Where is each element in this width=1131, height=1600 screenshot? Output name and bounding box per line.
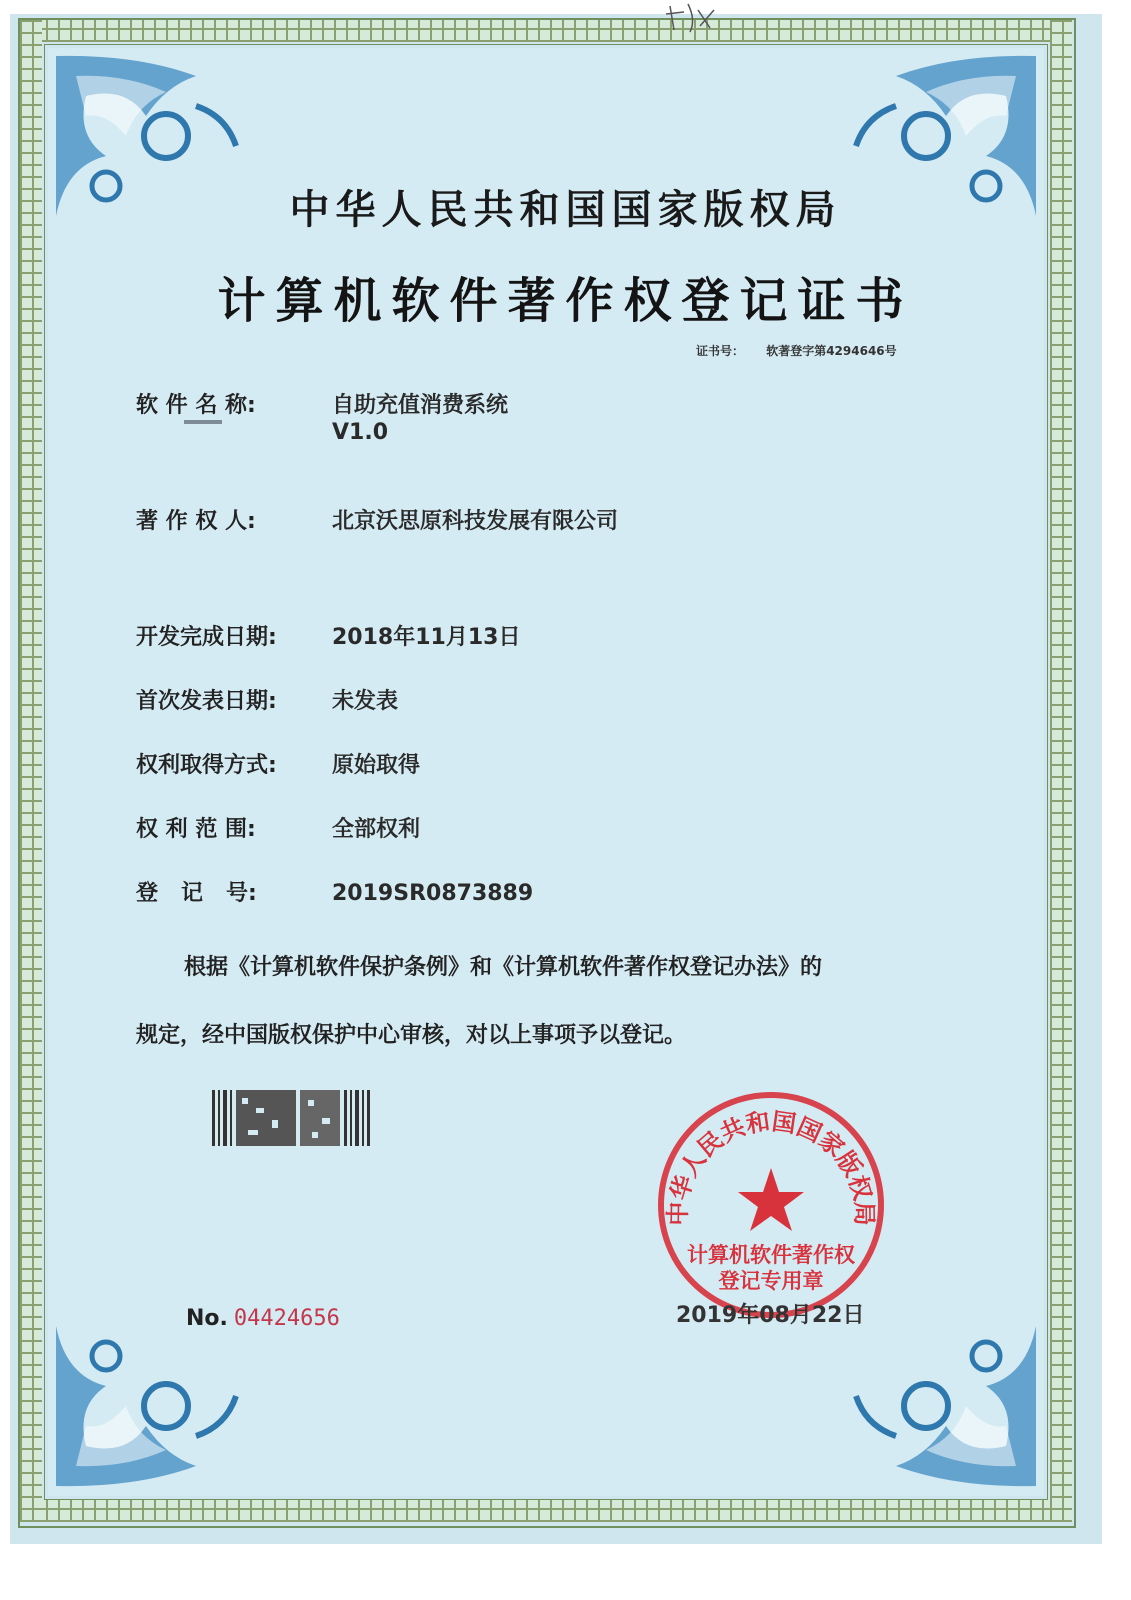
field-value: 2019SR0873889 bbox=[332, 881, 534, 906]
field-label: 权 利 范 围: bbox=[136, 817, 256, 842]
field-value: 北京沃思原科技发展有限公司 bbox=[332, 509, 619, 534]
statement-line-2: 规定，经中国版权保护中心审核，对以上事项予以登记。 bbox=[136, 1023, 687, 1048]
issuing-authority: 中华人民共和国国家版权局 bbox=[289, 187, 842, 233]
official-seal-icon bbox=[646, 1080, 896, 1330]
field-value: 未发表 bbox=[332, 689, 399, 714]
field-label: 开发完成日期: bbox=[136, 625, 277, 650]
field-label: 著 作 权 人: bbox=[136, 509, 256, 534]
field-label: 登 记 号: bbox=[136, 881, 257, 906]
field-completion-date bbox=[136, 620, 520, 651]
field-registration-number bbox=[136, 876, 533, 907]
field-value: 2018年11月13日 bbox=[332, 625, 521, 650]
barcode-icon bbox=[212, 1090, 370, 1146]
serial-value: 04424656 bbox=[233, 1306, 340, 1331]
issue-date: 2019年08月22日 bbox=[676, 1303, 865, 1328]
field-label: 软 件 名 称: bbox=[136, 393, 256, 418]
certificate-title: 计算机软件著作权登记证书 bbox=[217, 273, 914, 329]
statement-line-1: 根据《计算机软件保护条例》和《计算机软件著作权登记办法》的 bbox=[184, 955, 823, 980]
svg-text:计算机软件著作权: 计算机软件著作权 bbox=[687, 1243, 855, 1267]
field-value: 自助充值消费系统 bbox=[332, 393, 509, 418]
field-copyright-holder bbox=[136, 504, 618, 535]
handwritten-mark-icon bbox=[640, 0, 740, 40]
field-first-publication bbox=[136, 684, 398, 715]
certificate-number bbox=[696, 342, 915, 359]
certificate-number-label: 证书号： bbox=[696, 344, 745, 358]
field-software-version bbox=[136, 420, 388, 445]
svg-text:中华人民共和国国家版权局: 中华人民共和国国家版权局 bbox=[663, 1107, 879, 1226]
field-rights-scope bbox=[136, 812, 420, 843]
field-value: V1.0 bbox=[332, 420, 388, 445]
field-label: 首次发表日期: bbox=[136, 689, 277, 714]
certificate-number-value: 软著登字第4294646号 bbox=[766, 344, 897, 358]
field-value: 原始取得 bbox=[332, 753, 421, 778]
field-label: 权利取得方式: bbox=[136, 753, 277, 778]
serial-number bbox=[186, 1306, 340, 1331]
registration-statement bbox=[136, 934, 996, 1070]
field-value: 全部权利 bbox=[332, 817, 421, 842]
svg-text:登记专用章: 登记专用章 bbox=[718, 1269, 824, 1293]
serial-label: No. bbox=[186, 1306, 228, 1331]
field-rights-acquisition bbox=[136, 748, 420, 779]
field-software-name bbox=[136, 388, 508, 419]
